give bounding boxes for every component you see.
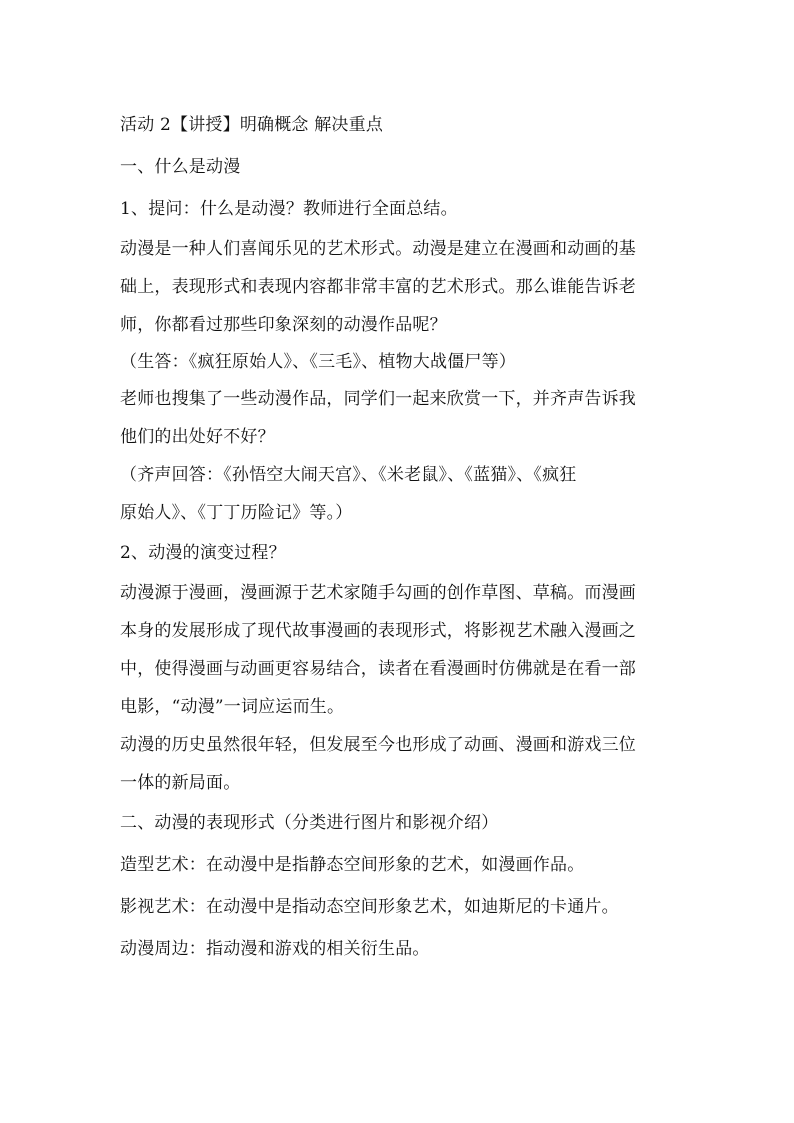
- subheading-forms: 二、动漫的表现形式（分类进行图片和影视介绍）: [120, 813, 499, 833]
- document-body: [120, 104, 680, 970]
- definition-line: 造型艺术：在动漫中是指静态空间形象的艺术，如漫画作品。: [120, 855, 585, 875]
- chorus-answer-line: 原始人》、《丁丁历险记》等。）: [120, 503, 353, 523]
- question-line: 1、提问：什么是动漫？教师进行全面总结。: [120, 199, 458, 219]
- paragraph-line: 动漫的历史虽然很年轻，但发展至今也形成了动画、漫画和游戏三位: [120, 735, 636, 755]
- paragraph-line: 师，你都看过那些印象深刻的动漫作品呢？: [120, 315, 447, 335]
- paragraph-line: 电影，“动漫”一词应运而生。: [120, 697, 345, 717]
- paragraph-line: 老师也搜集了一些动漫作品，同学们一起来欣赏一下，并齐声告诉我: [120, 389, 636, 409]
- paragraph-line: 一体的新局面。: [120, 773, 241, 793]
- paragraph-line: 他们的出处好不好？: [120, 427, 275, 447]
- definition-line: 影视艺术：在动漫中是指动态空间形象艺术，如迪斯尼的卡通片。: [120, 897, 619, 917]
- student-answer-line: （生答：《疯狂原始人》、《三毛》、植物大战僵尸等）: [120, 352, 516, 372]
- question-line: 2、动漫的演变过程？: [120, 543, 286, 563]
- paragraph-line: 本身的发展形成了现代故事漫画的表现形式，将影视艺术融入漫画之: [120, 621, 636, 641]
- paragraph-line: 中，使得漫画与动画更容易结合，读者在看漫画时仿佛就是在看一部: [120, 659, 636, 679]
- section-heading: 活动 2【讲授】明确概念 解决重点: [120, 115, 384, 135]
- paragraph-line: 础上，表现形式和表现内容都非常丰富的艺术形式。那么谁能告诉老: [120, 277, 636, 297]
- subheading-what-is-animation: 一、什么是动漫: [120, 157, 241, 177]
- paragraph-line: 动漫源于漫画，漫画源于艺术家随手勾画的创作草图、草稿。而漫画: [120, 583, 636, 603]
- chorus-answer-line: （齐声回答：《孙悟空大闹天宫》、《米老鼠》、《蓝猫》、《疯狂: [120, 465, 577, 485]
- paragraph-line: 动漫是一种人们喜闻乐见的艺术形式。动漫是建立在漫画和动画的基: [120, 239, 636, 259]
- definition-line: 动漫周边：指动漫和游戏的相关衍生品。: [120, 939, 430, 959]
